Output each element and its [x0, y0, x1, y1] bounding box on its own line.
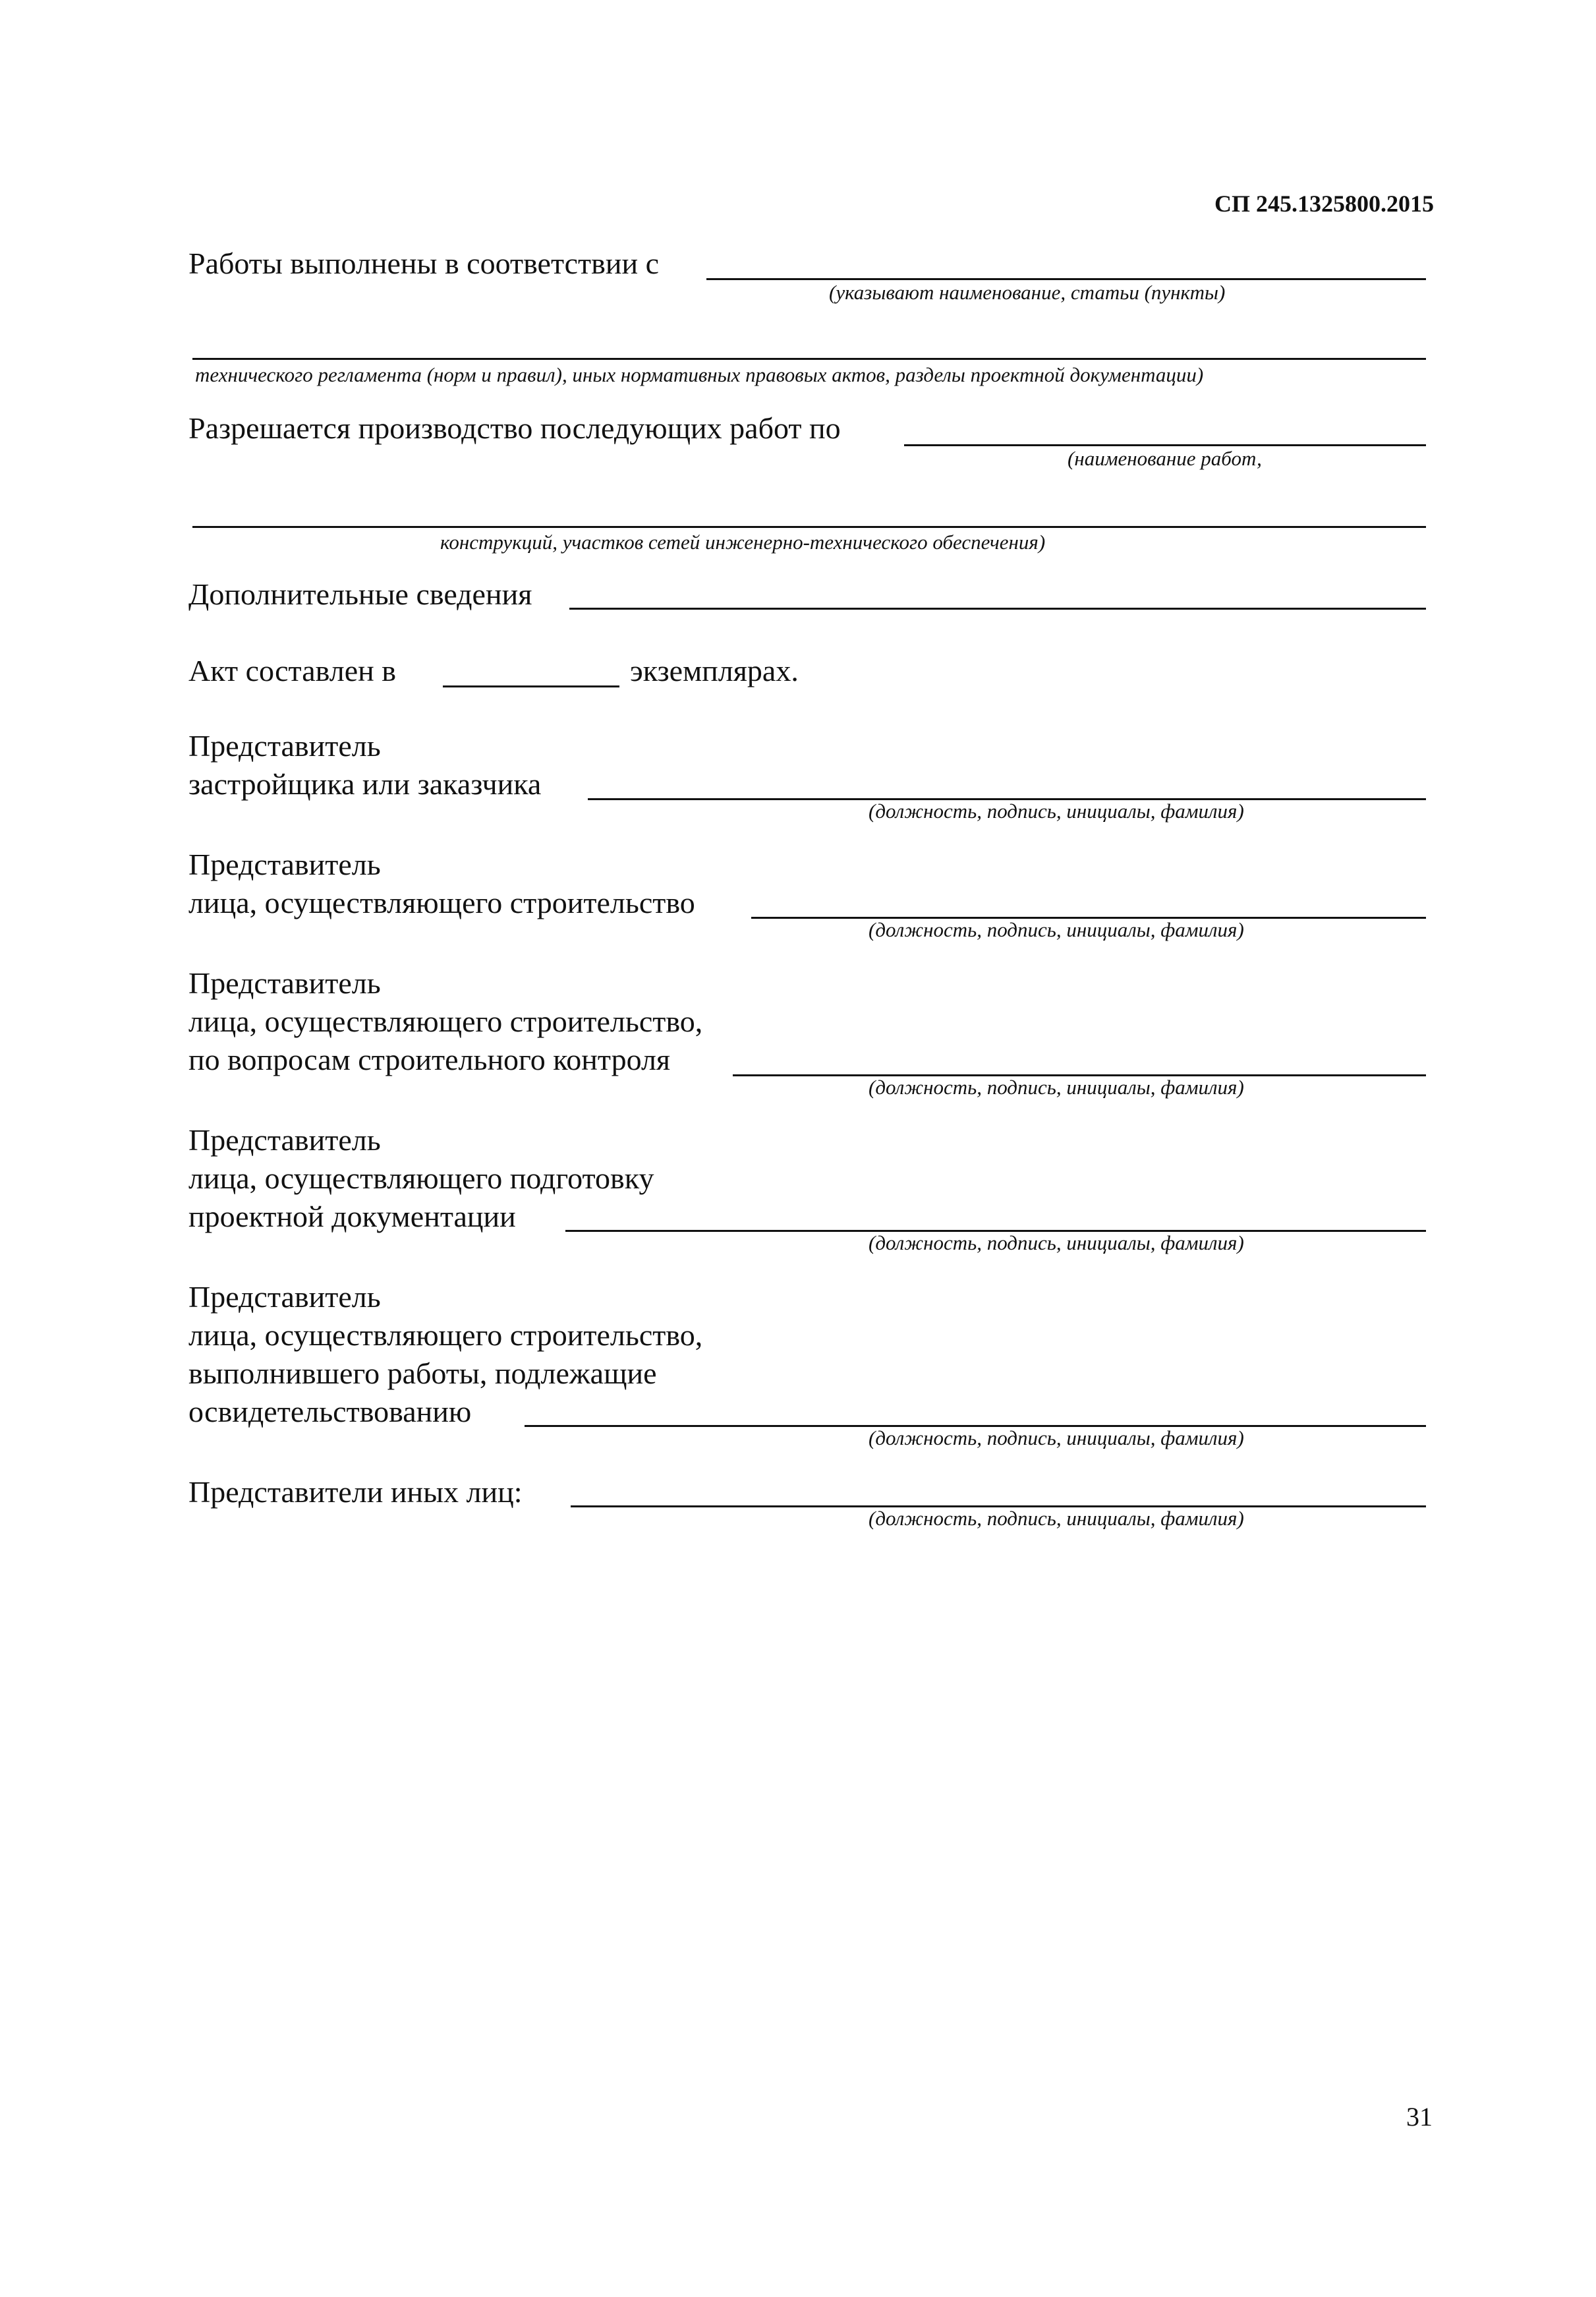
signature-5-line-2: лица, осуществляющего строительство,	[188, 1318, 703, 1352]
signature-4-line-2: лица, осуществляющего подготовку	[188, 1161, 654, 1195]
document-code: СП 245.1325800.2015	[1214, 190, 1434, 217]
signature-6-hint: (должность, подпись, инициалы, фамилия)	[869, 1507, 1244, 1530]
signature-4-line-3: проектной документации	[188, 1200, 516, 1233]
works-done-line-2[interactable]	[192, 358, 1426, 360]
signature-5-line-1: Представитель	[188, 1280, 381, 1314]
copies-suffix: экземплярах.	[630, 654, 799, 687]
signature-2-line-2: лица, осуществляющего строительство	[188, 886, 695, 919]
permit-label: Разрешается производство последующих работ по	[188, 411, 841, 445]
signature-3-line-1: Представитель	[188, 966, 381, 1000]
signature-1-line-1: Представитель	[188, 729, 381, 763]
extra-info-line[interactable]	[569, 608, 1426, 610]
works-done-line[interactable]	[706, 278, 1426, 280]
copies-count-line[interactable]	[443, 685, 619, 687]
permit-hint-2: конструкций, участков сетей инженерно-технического обеспечения)	[440, 531, 1046, 554]
page-number: 31	[1406, 2102, 1433, 2132]
signature-2-hint: (должность, подпись, инициалы, фамилия)	[869, 918, 1244, 941]
copies-prefix: Акт составлен в	[188, 654, 396, 687]
signature-3-line-2: лица, осуществляющего строительство,	[188, 1004, 703, 1038]
signature-4-line-1: Представитель	[188, 1123, 381, 1157]
permit-line[interactable]	[904, 444, 1426, 446]
signature-5-line-3: выполнившего работы, подлежащие	[188, 1356, 657, 1390]
works-done-hint-1: (указывают наименование, статьи (пункты)	[829, 281, 1226, 304]
works-done-label: Работы выполнены в соответствии с	[188, 247, 660, 280]
extra-info-label: Дополнительные сведения	[188, 577, 532, 611]
signature-1-line-2: застройщика или заказчика	[188, 767, 542, 801]
signature-6-line-1: Представители иных лиц:	[188, 1475, 523, 1509]
signature-3-hint: (должность, подпись, инициалы, фамилия)	[869, 1076, 1244, 1099]
signature-3-line-3: по вопросам строительного контроля	[188, 1043, 671, 1076]
permit-line-2[interactable]	[192, 526, 1426, 528]
signature-5-hint: (должность, подпись, инициалы, фамилия)	[869, 1426, 1244, 1449]
signature-2-line-1: Представитель	[188, 848, 381, 881]
signature-5-line-4: освидетельствованию	[188, 1395, 472, 1428]
signature-1-hint: (должность, подпись, инициалы, фамилия)	[869, 800, 1244, 823]
permit-hint-1: (наименование работ,	[1068, 447, 1262, 470]
works-done-hint-2: технического регламента (норм и правил), иных нормативных правовых актов, разделы проектной документации)	[195, 363, 1204, 386]
signature-4-hint: (должность, подпись, инициалы, фамилия)	[869, 1231, 1244, 1254]
